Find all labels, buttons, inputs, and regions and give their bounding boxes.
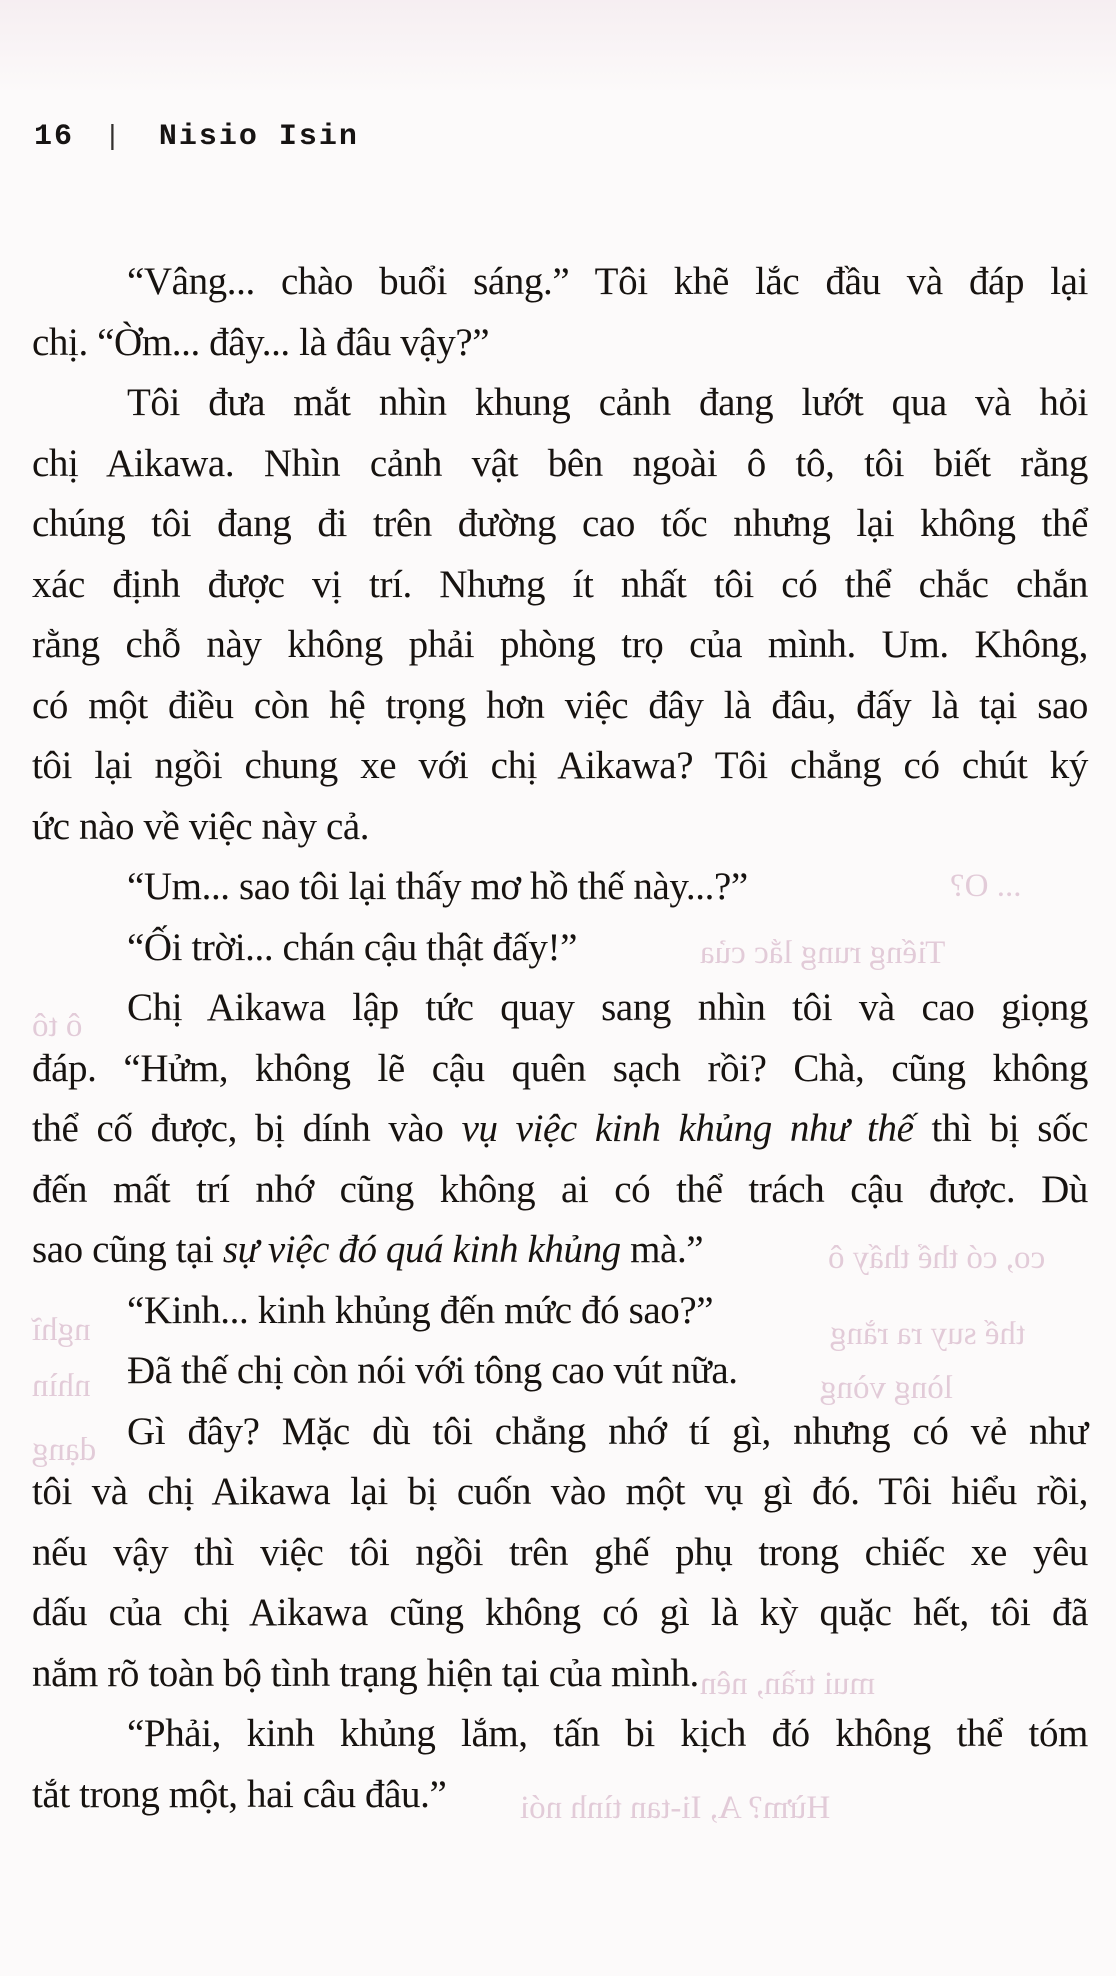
text-segment: nếu vậy thì việc tôi ngồi trên ghế phụ trong chiếc xe yêu: [32, 1530, 1088, 1574]
text-segment: “Ối trời... chán cậu thật đấy!”: [127, 925, 578, 969]
text-line: [32, 1220, 1088, 1281]
text-line: [32, 1704, 1088, 1765]
text-line: [32, 555, 1088, 616]
bleedthrough-text: Tiếng rung lắc của: [700, 935, 946, 971]
text-line: [32, 1160, 1088, 1221]
bleedthrough-text: co, có thể thấy ô: [828, 1240, 1046, 1276]
text-line: [32, 1099, 1088, 1160]
paragraph: [32, 252, 1088, 373]
text-line: [32, 1402, 1088, 1463]
text-line: [32, 978, 1088, 1039]
bleedthrough-text: nghĩ: [32, 1312, 91, 1348]
text-segment: Đã thế chị còn nói với tông cao vút nữa.: [127, 1349, 738, 1392]
text-line: [32, 1039, 1088, 1100]
text-segment: “Vâng... chào buổi sáng.” Tôi khẽ lắc đầu và đáp lại: [127, 260, 1088, 303]
paragraph: [32, 918, 1088, 979]
text-line: [32, 252, 1088, 313]
text-segment: “Kinh... kinh khủng đến mức đó sao?”: [127, 1288, 714, 1332]
bleedthrough-text: dạng: [32, 1432, 97, 1468]
text-line: [32, 676, 1088, 737]
text-segment: đáp. “Hửm, không lẽ cậu quên sạch rồi? Chà, cũng không: [32, 1046, 1088, 1090]
text-segment: sao cũng tại: [32, 1228, 223, 1271]
text-segment: chị. “Ờm... đây... là đâu vậy?”: [32, 320, 490, 364]
paragraph: [32, 857, 1088, 918]
text-segment: xác định được vị trí. Nhưng ít nhất tôi có thể chắc chắn: [32, 562, 1088, 606]
paragraph: [32, 373, 1088, 857]
text-line: [32, 615, 1088, 676]
text-segment: tôi và chị Aikawa lại bị cuốn vào một vụ gì đó. Tôi hiểu rồi,: [32, 1470, 1088, 1513]
italic-text-segment: sự việc đó quá kinh khủng: [222, 1228, 621, 1271]
text-line: [32, 918, 1088, 979]
text-segment: “Um... sao tôi lại thấy mơ hồ thế này...?”: [127, 865, 748, 908]
text-segment: thể cố được, bị dính vào: [32, 1107, 462, 1150]
text-line: [32, 1341, 1088, 1402]
paragraph: [32, 1402, 1088, 1705]
text-segment: Gì đây? Mặc dù tôi chẳng nhớ tí gì, nhưng có vẻ như: [127, 1409, 1088, 1453]
text-segment: chúng tôi đang đi trên đường cao tốc nhưng lại không thể: [32, 502, 1088, 545]
text-line: [32, 434, 1088, 495]
text-segment: mà.”: [620, 1228, 704, 1271]
text-segment: có một điều còn hệ trọng hơn việc đây là đâu, đấy là tại sao: [32, 683, 1088, 727]
text-line: [32, 1523, 1088, 1584]
text-segment: dấu của chị Aikawa cũng không có gì là kỳ quặc hết, tôi đã: [32, 1591, 1088, 1634]
text-line: [32, 857, 1088, 918]
text-line: [32, 313, 1088, 374]
bleedthrough-text: lòng vòng: [820, 1370, 953, 1406]
text-line: [32, 1462, 1088, 1523]
text-segment: chị Aikawa. Nhìn cảnh vật bên ngoài ô tô, tôi biết rằng: [32, 441, 1088, 485]
paragraph: [32, 1341, 1088, 1402]
running-header: [34, 120, 359, 154]
paragraph: [32, 1281, 1088, 1342]
text-segment: ức nào về việc này cả.: [32, 804, 370, 848]
text-segment: tắt trong một, hai câu đâu.”: [32, 1772, 447, 1816]
text-line: [32, 736, 1088, 797]
header-divider: |: [104, 122, 123, 153]
text-line: [32, 797, 1088, 858]
text-line: [32, 1765, 1088, 1826]
text-segment: đến mất trí nhớ cũng không ai có thể trách cậu được. Dù: [32, 1167, 1088, 1211]
text-segment: nắm rõ toàn bộ tình trạng hiện tại của mình.: [32, 1651, 699, 1695]
italic-text-segment: vụ việc kinh khủng như thế: [461, 1107, 914, 1150]
text-line: [32, 1583, 1088, 1644]
bleedthrough-text: ô tô: [32, 1008, 83, 1044]
text-line: [32, 373, 1088, 434]
author-name: Nisio Isin: [158, 120, 359, 154]
text-line: [32, 1281, 1088, 1342]
bleedthrough-text: thế suy ra rằng: [830, 1316, 1026, 1352]
bleedthrough-text: Hừm? A, Ii-tan tình nói: [520, 1790, 831, 1826]
text-segment: “Phải, kinh khủng lắm, tấn bi kịch đó không thể tóm: [127, 1712, 1088, 1755]
text-segment: thì bị sốc: [913, 1107, 1088, 1150]
paragraph: [32, 1704, 1088, 1825]
page-number: 16: [34, 120, 75, 154]
bleedthrough-text: ... O?: [950, 868, 1022, 904]
text-segment: tôi lại ngồi chung xe với chị Aikawa? Tôi chẳng có chút ký: [32, 744, 1088, 787]
text-line: [32, 494, 1088, 555]
page-body: [32, 252, 1088, 1825]
bleedthrough-text: nhìn: [32, 1368, 91, 1404]
text-segment: Chị Aikawa lập tức quay sang nhìn tôi và cao giọng: [127, 986, 1088, 1029]
bleedthrough-text: mui trần, nên: [700, 1666, 876, 1702]
text-segment: Tôi đưa mắt nhìn khung cảnh đang lướt qua và hỏi: [127, 381, 1088, 424]
text-line: [32, 1644, 1088, 1705]
paragraph: [32, 978, 1088, 1281]
text-segment: rằng chỗ này không phải phòng trọ của mình. Um. Không,: [32, 623, 1088, 666]
